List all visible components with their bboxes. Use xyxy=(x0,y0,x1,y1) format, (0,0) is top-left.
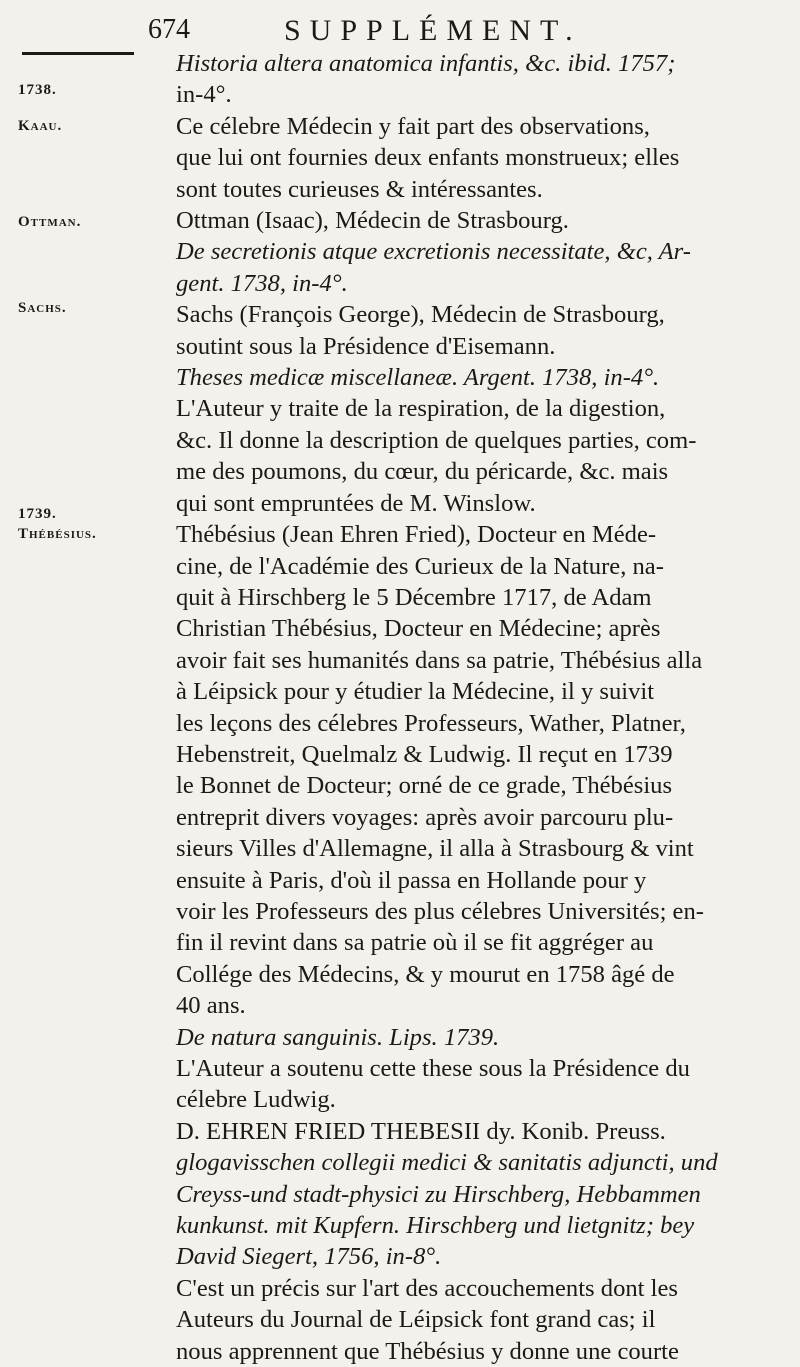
page-number: 674 xyxy=(148,14,190,45)
text-line: ensuite à Paris, d'où il passa en Hollande pour y xyxy=(176,866,647,894)
text-line: Christian Thébésius, Docteur en Médecine; après xyxy=(176,615,661,643)
margin-note-kaau: Kaau. xyxy=(18,118,63,134)
text-line: kunkunst. mit Kupfern. Hirschberg und lietgnitz; bey xyxy=(176,1212,695,1240)
text-line: De natura sanguinis. Lips. 1739. xyxy=(176,1023,500,1051)
text-line: nous apprennent que Thébésius y donne une courte xyxy=(176,1337,679,1365)
header-rule xyxy=(22,52,134,55)
text-line: les leçons des célebres Professeurs, Wather, Platner, xyxy=(176,709,686,737)
text-line: &c. Il donne la description de quelques parties, com- xyxy=(176,426,697,454)
paragraph xyxy=(150,236,730,299)
margin-note-thebesius: Thébésius. xyxy=(18,526,97,542)
text-line: à Léipsick pour y étudier la Médecine, il y suivit xyxy=(176,678,655,706)
text-line: Auteurs du Journal de Léipsick font grand cas; il xyxy=(176,1306,656,1334)
paragraph xyxy=(150,299,730,362)
text-line: Historia altera anatomica infantis, &c. ibid. 1757; xyxy=(176,50,676,77)
paragraph xyxy=(150,519,730,1022)
text-line: Thébésius (Jean Ehren Fried), Docteur en Méde- xyxy=(176,521,657,549)
text-line: Hebenstreit, Quelmalz & Ludwig. Il reçut en 1739 xyxy=(176,740,673,768)
text-line: in-4°. xyxy=(176,81,232,109)
text-line: cine, de l'Académie des Curieux de la Nature, na- xyxy=(176,552,664,580)
text-line: Collége des Médecins, & y mourut en 1758 âgé de xyxy=(176,960,675,988)
text-line: gent. 1738, in-4°. xyxy=(176,269,348,297)
body-text xyxy=(150,48,730,1367)
text-line: L'Auteur y traite de la respiration, de la digestion, xyxy=(176,395,666,423)
text-line: Sachs (François George), Médecin de Strasbourg, xyxy=(176,301,665,329)
paragraph xyxy=(150,1022,730,1053)
text-line: sont toutes curieuses & intéressantes. xyxy=(176,175,543,203)
margin-note-sachs: Sachs. xyxy=(18,300,67,316)
running-title: SUPPLÉMENT. xyxy=(284,14,582,47)
text-line: D. EHREN FRIED THEBESII dy. Konib. Preuss. xyxy=(176,1117,666,1145)
text-line: me des poumons, du cœur, du péricarde, &c. mais xyxy=(176,458,669,486)
paragraph xyxy=(150,111,730,205)
text-line: avoir fait ses humanités dans sa patrie, Thébésius alla xyxy=(176,646,703,674)
text-line: C'est un précis sur l'art des accouchements dont les xyxy=(176,1274,678,1302)
paragraph xyxy=(150,1273,730,1367)
text-line: Ottman (Isaac), Médecin de Strasbourg. xyxy=(176,207,569,235)
margin-note-ottman: Ottman. xyxy=(18,214,82,230)
paragraph xyxy=(150,48,730,111)
paragraph xyxy=(150,1116,730,1273)
margin-note-year-1739: 1739. xyxy=(18,506,57,522)
text-line: glogavisschen collegii medici & sanitatis adjuncti, und xyxy=(176,1149,718,1177)
text-line: fin il revint dans sa patrie où il se fit aggréger au xyxy=(176,929,654,957)
text-line: L'Auteur a soutenu cette these sous la Présidence du xyxy=(176,1055,690,1082)
paragraph xyxy=(150,1053,730,1116)
text-line: entreprit divers voyages: après avoir parcouru plu- xyxy=(176,803,674,831)
text-line: 40 ans. xyxy=(176,992,246,1020)
text-line: sieurs Villes d'Allemagne, il alla à Strasbourg & vint xyxy=(176,835,694,863)
text-line: quit à Hirschberg le 5 Décembre 1717, de Adam xyxy=(176,583,652,611)
text-line: célebre Ludwig. xyxy=(176,1086,336,1114)
text-line: le Bonnet de Docteur; orné de ce grade, Thébésius xyxy=(176,772,673,800)
margin-note-year-1738: 1738. xyxy=(18,82,57,98)
text-line: que lui ont fournies deux enfants monstrueux; elles xyxy=(176,144,680,172)
text-line: Creyss-und stadt-physici zu Hirschberg, Hebbammen xyxy=(176,1180,701,1208)
paragraph xyxy=(150,393,730,519)
text-line: De secretionis atque excretionis necessitate, &c, Ar- xyxy=(176,238,691,266)
text-line: soutint sous la Présidence d'Eisemann. xyxy=(176,332,556,360)
paragraph xyxy=(150,205,730,236)
paragraph xyxy=(150,362,730,393)
text-line: Theses medicæ miscellaneæ. Argent. 1738, in-4°. xyxy=(176,364,660,392)
text-line: voir les Professeurs des plus célebres Universités; en- xyxy=(176,897,704,925)
text-line: Ce célebre Médecin y fait part des observations, xyxy=(176,112,650,140)
text-line: qui sont empruntées de M. Winslow. xyxy=(176,489,536,517)
text-line: David Siegert, 1756, in-8°. xyxy=(176,1243,442,1271)
